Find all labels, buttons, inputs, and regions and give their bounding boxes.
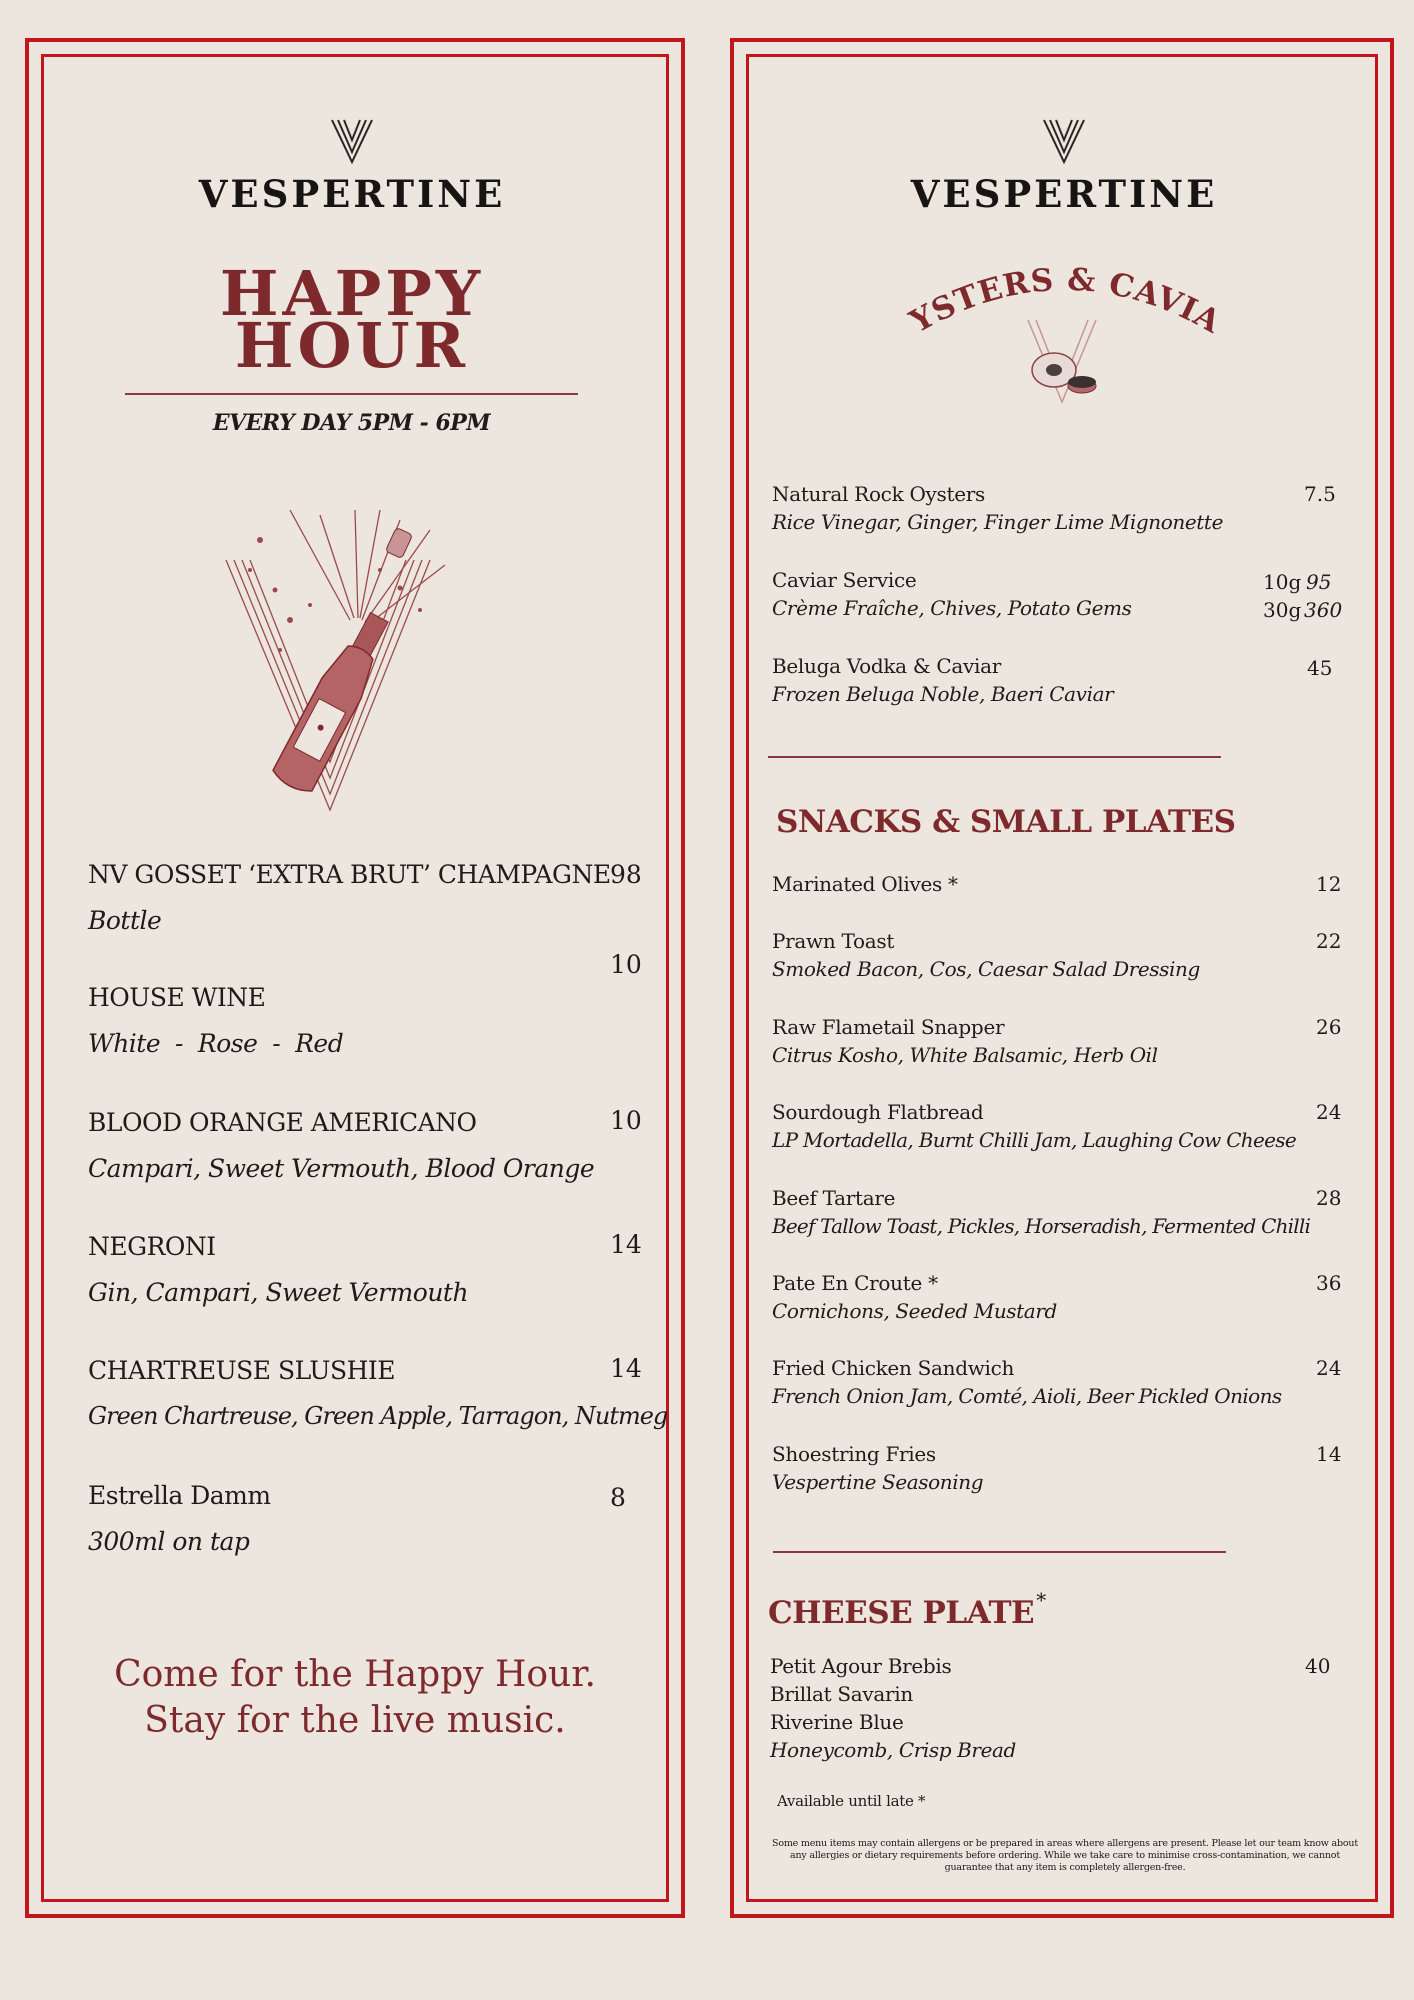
list-item bbox=[772, 1442, 1342, 1502]
brand-name: VESPERTINE bbox=[910, 172, 1218, 216]
item-price: 26 bbox=[1316, 1015, 1342, 1039]
list-item bbox=[772, 1271, 1342, 1331]
drink-price: 8 bbox=[610, 1483, 626, 1512]
champagne-bottle-illustration bbox=[220, 510, 480, 815]
drink-desc: Gin, Campari, Sweet Vermouth bbox=[88, 1278, 469, 1307]
item-name: Marinated Olives * bbox=[772, 872, 958, 896]
item-name: Beluga Vodka & Caviar bbox=[772, 654, 1002, 678]
allergen-disclaimer: Some menu items may contain allergens or be prepared in areas where allergens are present. Please let our team know about any allergies or dietary requirements before ordering. While we take care to minimise cross-contamination, we cannot guarantee that any item is completely allergen-free. bbox=[772, 1838, 1358, 1873]
drink-desc: Green Chartreuse, Green Apple, Tarragon, Nutmeg bbox=[88, 1402, 668, 1430]
item-price: 24 bbox=[1316, 1100, 1342, 1124]
drink-price: 10 bbox=[610, 950, 642, 979]
item-price: 24 bbox=[1316, 1356, 1342, 1380]
list-item bbox=[772, 568, 1342, 628]
item-price: 22 bbox=[1316, 929, 1342, 953]
caviar-size-small: 10g bbox=[1263, 570, 1302, 594]
item-desc: Honeycomb, Crisp Bread bbox=[770, 1738, 1016, 1762]
item-name: Shoestring Fries bbox=[772, 1442, 936, 1466]
item-name: Fried Chicken Sandwich bbox=[772, 1356, 1015, 1380]
tagline-line-1: Come for the Happy Hour. bbox=[114, 1654, 596, 1695]
cheese-plate-item bbox=[770, 1654, 1342, 1774]
cheese-title-mark: * bbox=[1036, 1588, 1047, 1612]
item-price: 28 bbox=[1316, 1186, 1342, 1210]
drink-price: 98 bbox=[610, 860, 642, 889]
oyster-caviar-illustration bbox=[1022, 318, 1102, 404]
drink-name: HOUSE WINE bbox=[88, 983, 266, 1012]
drink-name: BLOOD ORANGE AMERICANO bbox=[88, 1108, 477, 1137]
caviar-price-small: 95 bbox=[1306, 570, 1332, 594]
drink-desc: Campari, Sweet Vermouth, Blood Orange bbox=[88, 1154, 595, 1183]
title-line-2: HOUR bbox=[234, 309, 470, 382]
tagline-line-2: Stay for the live music. bbox=[144, 1700, 566, 1741]
drink-name: Estrella Damm bbox=[88, 1481, 271, 1510]
item-desc: Citrus Kosho, White Balsamic, Herb Oil bbox=[772, 1043, 1158, 1067]
drink-price: 10 bbox=[610, 1106, 642, 1135]
drink-name: CHARTREUSE SLUSHIE bbox=[88, 1356, 395, 1385]
item-price: 7.5 bbox=[1304, 482, 1336, 506]
drink-price: 14 bbox=[610, 1230, 642, 1259]
list-item bbox=[772, 654, 1342, 714]
drink-desc: Bottle bbox=[88, 906, 162, 935]
caviar-price-large: 360 bbox=[1304, 598, 1343, 622]
list-item bbox=[88, 950, 648, 1065]
list-item bbox=[88, 1108, 648, 1208]
item-name: Raw Flametail Snapper bbox=[772, 1015, 1005, 1039]
list-item bbox=[772, 1100, 1342, 1160]
item-name: Pate En Croute * bbox=[772, 1271, 938, 1295]
drink-desc: 300ml on tap bbox=[88, 1527, 250, 1556]
list-item bbox=[772, 1186, 1342, 1246]
vespertine-logo-icon bbox=[330, 118, 374, 164]
item-desc: LP Mortadella, Burnt Chilli Jam, Laughing Cow Cheese bbox=[772, 1128, 1296, 1152]
list-item bbox=[772, 1356, 1342, 1416]
list-item bbox=[88, 860, 648, 960]
tagline bbox=[60, 1652, 650, 1744]
item-price: 12 bbox=[1316, 872, 1342, 896]
item-desc: Frozen Beluga Noble, Baeri Caviar bbox=[772, 682, 1114, 706]
cheese-name: Petit Agour Brebis bbox=[770, 1654, 952, 1678]
schedule-text: EVERY DAY 5PM - 6PM bbox=[212, 410, 491, 436]
drink-name: NEGRONI bbox=[88, 1232, 216, 1261]
list-item bbox=[88, 1356, 668, 1456]
oysters-title-text: YSTERS & CAVIA bbox=[904, 261, 1227, 341]
drink-name: NV GOSSET ‘EXTRA BRUT’ CHAMPAGNE bbox=[88, 860, 611, 889]
list-item bbox=[772, 482, 1342, 542]
list-item bbox=[88, 1232, 648, 1332]
cheese-name: Brillat Savarin bbox=[770, 1682, 913, 1706]
item-name: Natural Rock Oysters bbox=[772, 482, 986, 506]
item-desc: French Onion Jam, Comté, Aioli, Beer Pickled Onions bbox=[772, 1384, 1282, 1408]
title-divider bbox=[125, 393, 578, 395]
item-desc: Crème Fraîche, Chives, Potato Gems bbox=[772, 596, 1132, 620]
item-desc: Beef Tallow Toast, Pickles, Horseradish, Fermented Chilli bbox=[772, 1214, 1311, 1238]
item-price: 36 bbox=[1316, 1271, 1342, 1295]
drink-desc: White - Rose - Red bbox=[88, 1029, 344, 1058]
item-desc: Smoked Bacon, Cos, Caesar Salad Dressing bbox=[772, 957, 1200, 981]
list-item bbox=[772, 1015, 1342, 1075]
happy-hour-title bbox=[180, 257, 524, 382]
item-desc: Vespertine Seasoning bbox=[772, 1470, 984, 1494]
item-name: Caviar Service bbox=[772, 568, 917, 592]
list-item bbox=[772, 929, 1342, 989]
list-item bbox=[88, 1481, 648, 1581]
drink-price: 14 bbox=[610, 1354, 642, 1383]
brand-name: VESPERTINE bbox=[198, 172, 506, 216]
cheese-title bbox=[768, 1588, 1047, 1631]
item-price: 45 bbox=[1307, 656, 1333, 680]
item-price: 40 bbox=[1305, 1654, 1331, 1678]
item-price: 14 bbox=[1316, 1442, 1342, 1466]
availability-note: Available until late * bbox=[777, 1792, 926, 1810]
vespertine-logo-icon bbox=[1042, 118, 1086, 164]
item-name: Prawn Toast bbox=[772, 929, 895, 953]
list-item bbox=[772, 872, 1342, 932]
cheese-title-text: CHEESE PLATE bbox=[768, 1595, 1035, 1631]
item-desc: Rice Vinegar, Ginger, Finger Lime Mignonette bbox=[772, 510, 1224, 534]
section-divider bbox=[773, 1551, 1226, 1553]
snacks-title: SNACKS & SMALL PLATES bbox=[776, 804, 1236, 840]
item-name: Beef Tartare bbox=[772, 1186, 896, 1210]
caviar-size-large: 30g bbox=[1263, 598, 1302, 622]
section-divider bbox=[768, 756, 1221, 758]
cheese-name: Riverine Blue bbox=[770, 1710, 904, 1734]
item-desc: Cornichons, Seeded Mustard bbox=[772, 1299, 1057, 1323]
title-line-1: HAPPY bbox=[219, 257, 485, 330]
item-name: Sourdough Flatbread bbox=[772, 1100, 984, 1124]
